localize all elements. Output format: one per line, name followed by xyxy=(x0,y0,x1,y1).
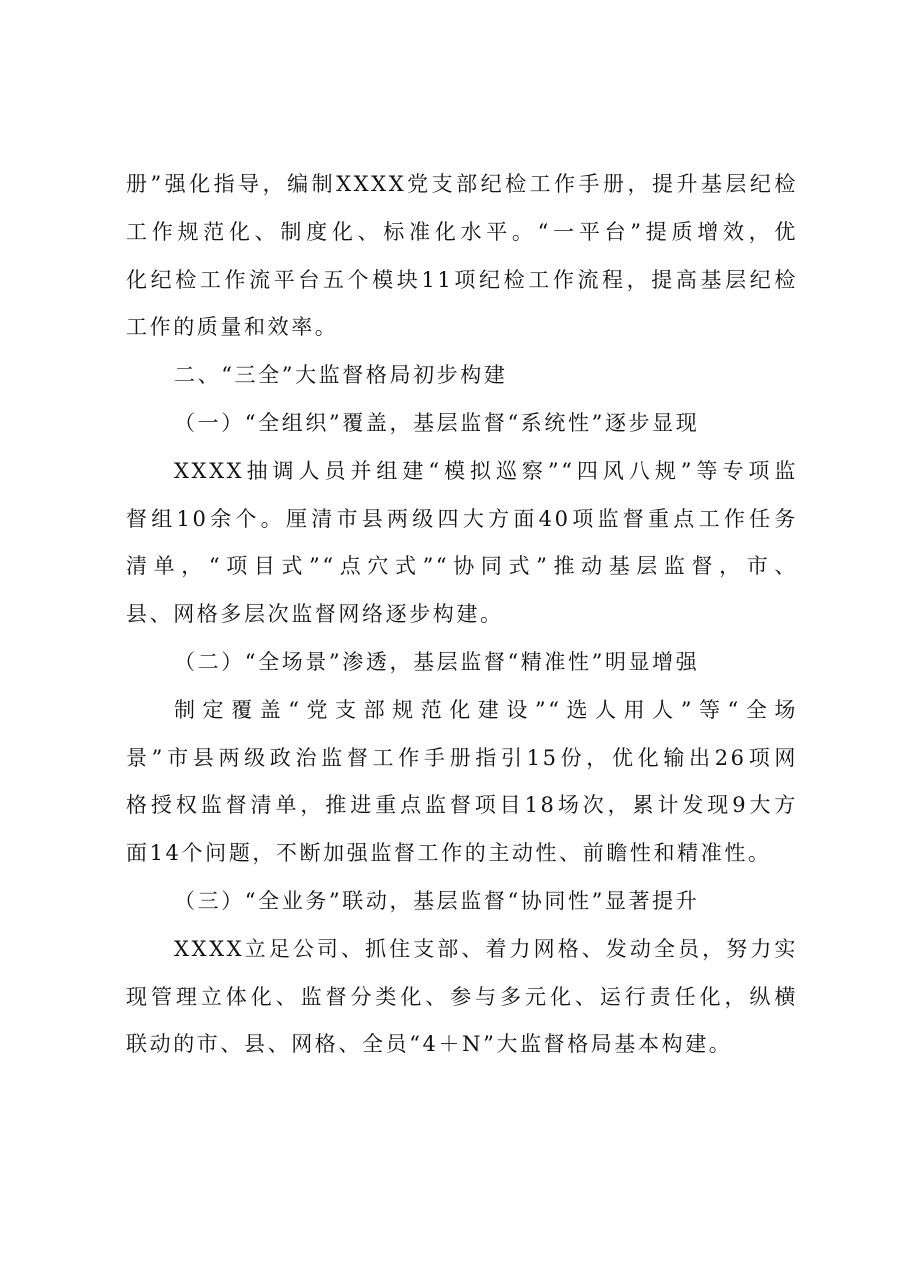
paragraph-line: 现管理立体化、监督分类化、参与多元化、运行责任化，纵横 xyxy=(126,984,798,1009)
paragraph-line: 册”强化指导，编制XXXX党支部纪检工作手册，提升基层纪检 xyxy=(126,172,798,196)
paragraph-line: 制定覆盖“党支部规范化建设”“选人用人”等“全场 xyxy=(174,697,798,722)
paragraph-line: XXXX抽调人员并组建“模拟巡察”“四风八规”等专项监 xyxy=(174,458,798,483)
document-body xyxy=(126,161,798,1069)
paragraph-line: 工作的质量和效率。 xyxy=(126,315,339,340)
section-heading: 二、“三全”大监督格局初步构建 xyxy=(174,363,508,388)
paragraph-line: 格授权监督清单，推进重点监督项目18场次，累计发现9大方 xyxy=(126,793,798,818)
subsection-heading: （一）“全组织”覆盖，基层监督“系统性”逐步显现 xyxy=(174,410,700,435)
paragraph-line: 督组10余个。厘清市县两级四大方面40项监督重点工作任务 xyxy=(126,506,798,531)
paragraph-line: 清单，“项目式”“点穴式”“协同式”推动基层监督，市、 xyxy=(126,554,798,579)
paragraph-line: 联动的市、县、网格、全员“4＋N”大监督格局基本构建。 xyxy=(126,1032,733,1057)
subsection-heading: （三）“全业务”联动，基层监督“协同性”显著提升 xyxy=(174,888,700,913)
paragraph-line: 县、网格多层次监督网络逐步构建。 xyxy=(126,602,504,627)
subsection-heading: （二）“全场景”渗透，基层监督“精准性”明显增强 xyxy=(174,649,700,674)
paragraph-line: 工作规范化、制度化、标准化水平。“一平台”提质增效，优 xyxy=(126,219,798,244)
paragraph-line: 面14个问题，不断加强监督工作的主动性、前瞻性和精准性。 xyxy=(126,841,772,866)
paragraph-line: XXXX立足公司、抓住支部、着力网格、发动全员，努力实 xyxy=(174,936,798,961)
paragraph-line: 景”市县两级政治监督工作手册指引15份，优化输出26项网 xyxy=(126,745,798,770)
paragraph-line: 化纪检工作流平台五个模块11项纪检工作流程，提高基层纪检 xyxy=(126,267,798,292)
